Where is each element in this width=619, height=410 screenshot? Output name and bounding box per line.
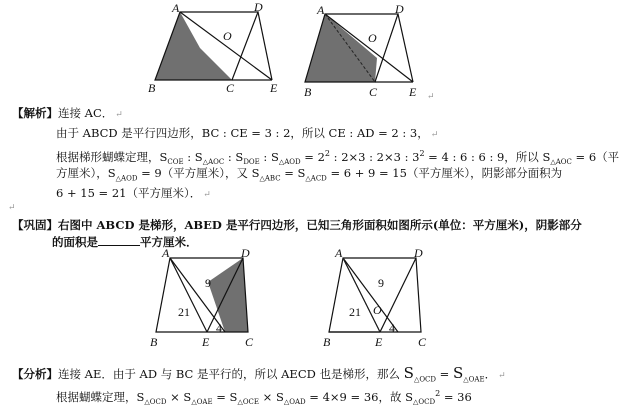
shaded-region [305,14,377,82]
solution-line-2: 根据蝴蝶定理，$S_{\triangle OCD} \times S_{\triangle OAE} = S_{\triangle OCE} \times S_{\triangle OAD} = 4\times 9 = 36$，故 $S_{\triangle OCD}^2 = 36$ [56,389,472,407]
bottom-figure-right [323,246,443,358]
solution-line-1: 【分析】连接 AE．由于 AD 与 BC 是平行的，所以 AECD 也是梯形，那么 $S_{\triangle OCD} = S_{\triangle OAE}$． ↵ [12,364,506,384]
exercise-line-1: 【巩固】右图中 ABCD 是梯形，ABED 是平行四边形，已知三角形面积如图所示(单位：平方厘米)，阴影部分 [12,218,582,232]
label-d: D [395,2,404,16]
label-d: D [414,246,423,260]
label-b: B [304,85,312,99]
answer-blank[interactable] [98,234,140,246]
label-d: D [254,0,263,14]
label-e: E [202,335,210,349]
label-b: B [148,81,156,95]
analysis-line-3: 根据梯形蝴蝶定理，$S_{COE}$ : $S_{\triangle AOC}$ : $S_{DOE}$ : $S_{\triangle AOD} = 2^2$ : 2×3 : 2×3 : $3^2 = 4$ : 6 : 6 : 9，所以 $S_{\triangle AOC} = 6$（平 [56,149,619,167]
analysis-line-4: 方厘米），$S_{\triangle AOD} = 9$（平方厘米），又 $S_{\triangle ABC} = S_{\triangle ACD} = 6 + 9 = 15$（平方厘米），阴影部分面积为 [56,166,563,183]
return-mark: ↵ [427,92,435,102]
shaded-region [208,258,248,332]
area-21: 21 [178,305,190,319]
bottom-figure-left [150,246,270,358]
area-9: 9 [205,276,211,290]
label-o: O [373,303,382,317]
top-figure-left [140,0,290,98]
area-21: 21 [349,305,361,319]
analysis-line-1: 【解析】连接 AC． ↵ [12,106,123,120]
label-c: C [226,81,235,95]
area-4: 4 [216,321,222,335]
label-b: B [150,335,158,349]
label-b: B [323,335,331,349]
exercise-tag: 【巩固】 [12,218,58,232]
label-o: O [368,31,377,45]
area-4: 4 [389,321,395,335]
label-c: C [369,85,378,99]
label-a: A [335,246,343,260]
label-d: D [241,246,250,260]
analysis-tag: 【解析】 [12,106,58,120]
label-a: A [172,1,180,15]
label-a: A [317,3,325,17]
label-c: C [418,335,427,349]
top-figure-right [305,0,435,104]
exercise-line-2: 的面积是 平方厘米． [52,235,198,249]
label-e: E [375,335,383,349]
label-c: C [245,335,254,349]
solution-tag: 【分析】 [12,367,58,381]
label-e: E [270,81,278,95]
label-a: A [162,246,170,260]
label-o: O [223,29,232,43]
area-9: 9 [378,276,384,290]
analysis-line-2: 由于 ABCD 是平行四边形，BC : CE = 3 : 2，所以 CE : AD = 2 : 3， ↵ [56,126,439,140]
analysis-line-5: 6 + 15 = 21（平方厘米）． ↵ [56,186,211,200]
label-e: E [409,85,417,99]
